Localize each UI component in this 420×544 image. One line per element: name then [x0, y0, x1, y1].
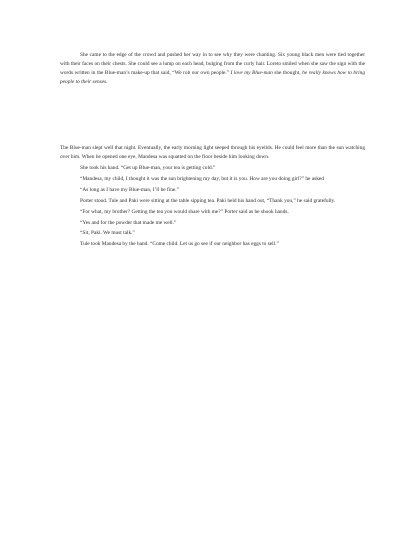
paragraph: “Sit, Paki. We must talk.”: [80, 230, 135, 237]
paragraph: The Blue-man slept well that night. Eventually, the early morning light seeped through his eyelids. He could feel more than the sun watching over him. When he opened one eye, Mandesa was squatted on the floor beside him looking down.: [60, 145, 365, 161]
paragraph: “Yes and for the powder that made me well.”: [80, 219, 177, 226]
paragraph-text: she thought,: [272, 69, 303, 76]
text-section-1: [60, 51, 365, 90]
paragraph: “For what, my brother? Getting the tea you would share with me?” Porter said as he shook hands.: [80, 208, 289, 215]
text-section-2: [60, 144, 365, 251]
paragraph-text: She came to the edge of the crowd and pushed her way in to see why they were chanting. Six young black men were tied together with their faces on their chests. She could see a lump on each head, bulging from the curly hair. Loreto smiled when she saw the sign with the words written in the Blue-man’s make-up that said, “We rob our own people.”: [60, 51, 365, 76]
paragraph: She took his hand. “Get up Blue-man, your tea is getting cold.”: [80, 165, 216, 172]
italic-thought-2: he really knows how to bring people to their senses.: [60, 69, 365, 86]
paragraph: “Mandesa, my child, I thought it was the sun brightening my day, but it is you. How are you doing girl?” he asked: [80, 175, 324, 182]
italic-thought-1: I love my Blue-man: [230, 69, 273, 76]
paragraph: [60, 51, 365, 88]
paragraph: Porter stood. Tule and Paki were sitting at the table sipping tea. Paki held his hand out, “Thank you,” he said gratefully.: [80, 197, 336, 204]
paragraph: “As long as I have my Blue-man, I’ll be fine.”: [80, 186, 179, 193]
paragraph: Tule took Mandesa by the hand. “Come child. Let us go see if our neighbor has eggs to sell.”: [80, 241, 279, 248]
